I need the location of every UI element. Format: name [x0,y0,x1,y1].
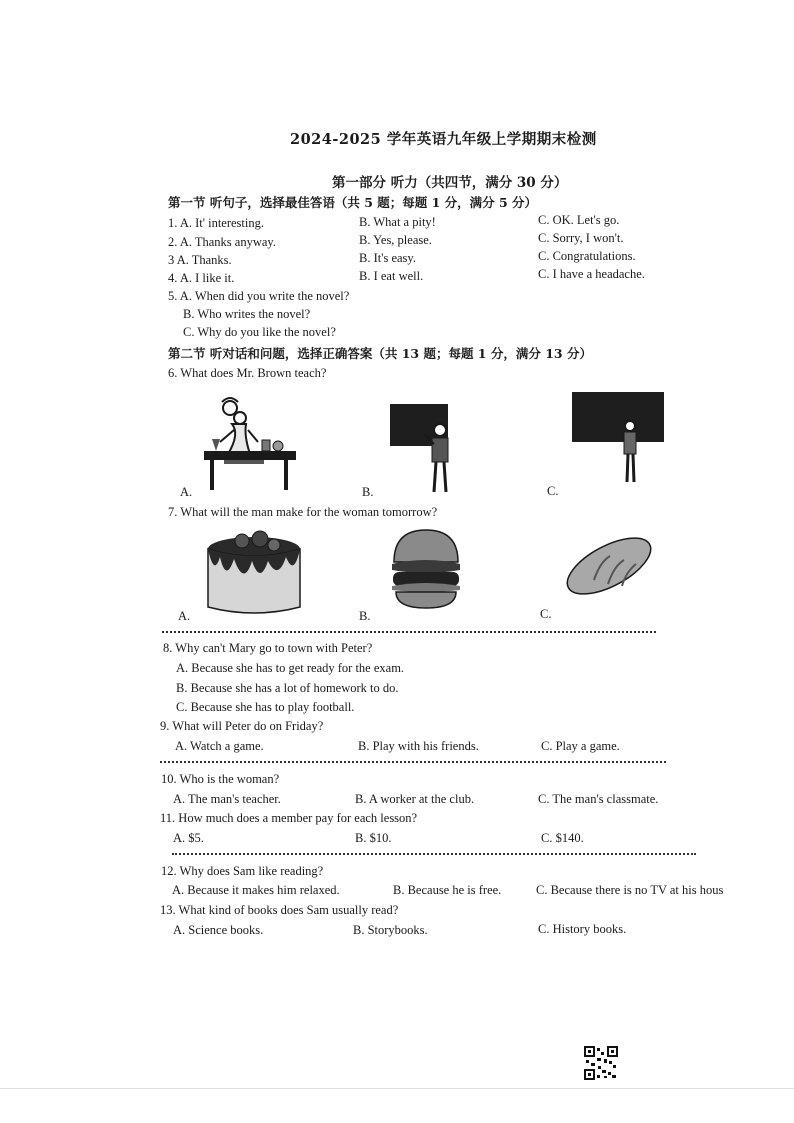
q2-option-a: 2. A. Thanks anyway. [168,235,276,249]
q11-stem: 11. How much does a member pay for each lesson? [160,811,418,825]
q5-option-a: 5. A. When did you write the novel? [168,289,350,303]
q7-bread-picture [560,532,658,600]
q6-stem: 6. What does Mr. Brown teach? [168,366,327,380]
q10-option-b: B. A worker at the club. [355,792,475,806]
q6-label-b: B. [362,485,374,499]
page-edge [0,1088,794,1089]
q12-option-a: A. Because it makes him relaxed. [172,883,340,897]
qr-code-icon [584,1046,618,1080]
q11-option-c: C. $140. [541,831,584,845]
q13-option-b: B. Storybooks. [353,923,428,937]
q11-option-a: A. $5. [173,831,204,845]
q5-option-b: B. Who writes the novel? [183,307,311,321]
q3-option-b: B. It's easy. [359,251,416,265]
q4-option-a: 4. A. I like it. [168,271,235,285]
q3-option-a: 3 A. Thanks. [168,253,232,267]
q7-stem: 7. What will the man make for the woman tomorrow? [168,505,438,519]
q1-option-b: B. What a pity! [359,215,436,229]
q4-option-c: C. I have a headache. [538,267,645,281]
q8-stem: 8. Why can't Mary go to town with Peter? [163,641,373,655]
q6-large-board-teacher-picture [572,392,664,484]
dotted-divider [162,631,656,633]
q7-label-c: C. [540,607,552,621]
q7-cake-picture [204,527,304,617]
q11-option-b: B. $10. [355,831,392,845]
q8-option-c: C. Because she has to play football. [176,700,355,714]
section-one-heading: 第一节 听句子，选择最佳答语（共 5 题；每题 1 分，满分 5 分） [168,195,538,210]
q9-stem: 9. What will Peter do on Friday? [160,719,324,733]
q10-option-c: C. The man's classmate. [538,792,659,806]
q1-option-c: C. OK. Let's go. [538,213,620,227]
q2-option-b: B. Yes, please. [359,233,432,247]
exam-title: 2024-2025 学年英语九年级上学期期末检测 [290,131,597,148]
dotted-divider [160,761,666,763]
q9-option-b: B. Play with his friends. [358,739,479,753]
q6-label-c: C. [547,484,559,498]
q8-option-b: B. Because she has a lot of homework to do. [176,681,399,695]
q6-board-teacher-picture [390,404,462,494]
q13-option-a: A. Science books. [173,923,264,937]
q7-label-a: A. [178,609,191,623]
q2-option-c: C. Sorry, I won't. [538,231,624,245]
q9-option-a: A. Watch a game. [175,739,264,753]
part-one-heading: 第一部分 听力（共四节，满分 30 分） [332,175,568,191]
q5-option-c: C. Why do you like the novel? [183,325,336,339]
q12-option-c: C. Because there is no TV at his hous [536,883,724,897]
section-two-heading: 第二节 听对话和问题，选择正确答案（共 13 题；每题 1 分，满分 13 分） [168,346,592,361]
q1-option-a: 1. A. It' interesting. [168,216,264,230]
q9-option-c: C. Play a game. [541,739,620,753]
q13-option-c: C. History books. [538,922,627,936]
q3-option-c: C. Congratulations. [538,249,636,263]
q12-option-b: B. Because he is free. [393,883,502,897]
dotted-divider [172,853,696,855]
q12-stem: 12. Why does Sam like reading? [161,864,324,878]
q6-chemistry-lab-picture [198,396,300,494]
q4-option-b: B. I eat well. [359,269,424,283]
q6-label-a: A. [180,485,193,499]
q7-label-b: B. [359,609,371,623]
q10-stem: 10. Who is the woman? [161,772,280,786]
q13-stem: 13. What kind of books does Sam usually read? [160,903,399,917]
q7-hamburger-picture [390,528,462,610]
q8-option-a: A. Because she has to get ready for the exam. [176,661,405,675]
q10-option-a: A. The man's teacher. [173,792,281,806]
